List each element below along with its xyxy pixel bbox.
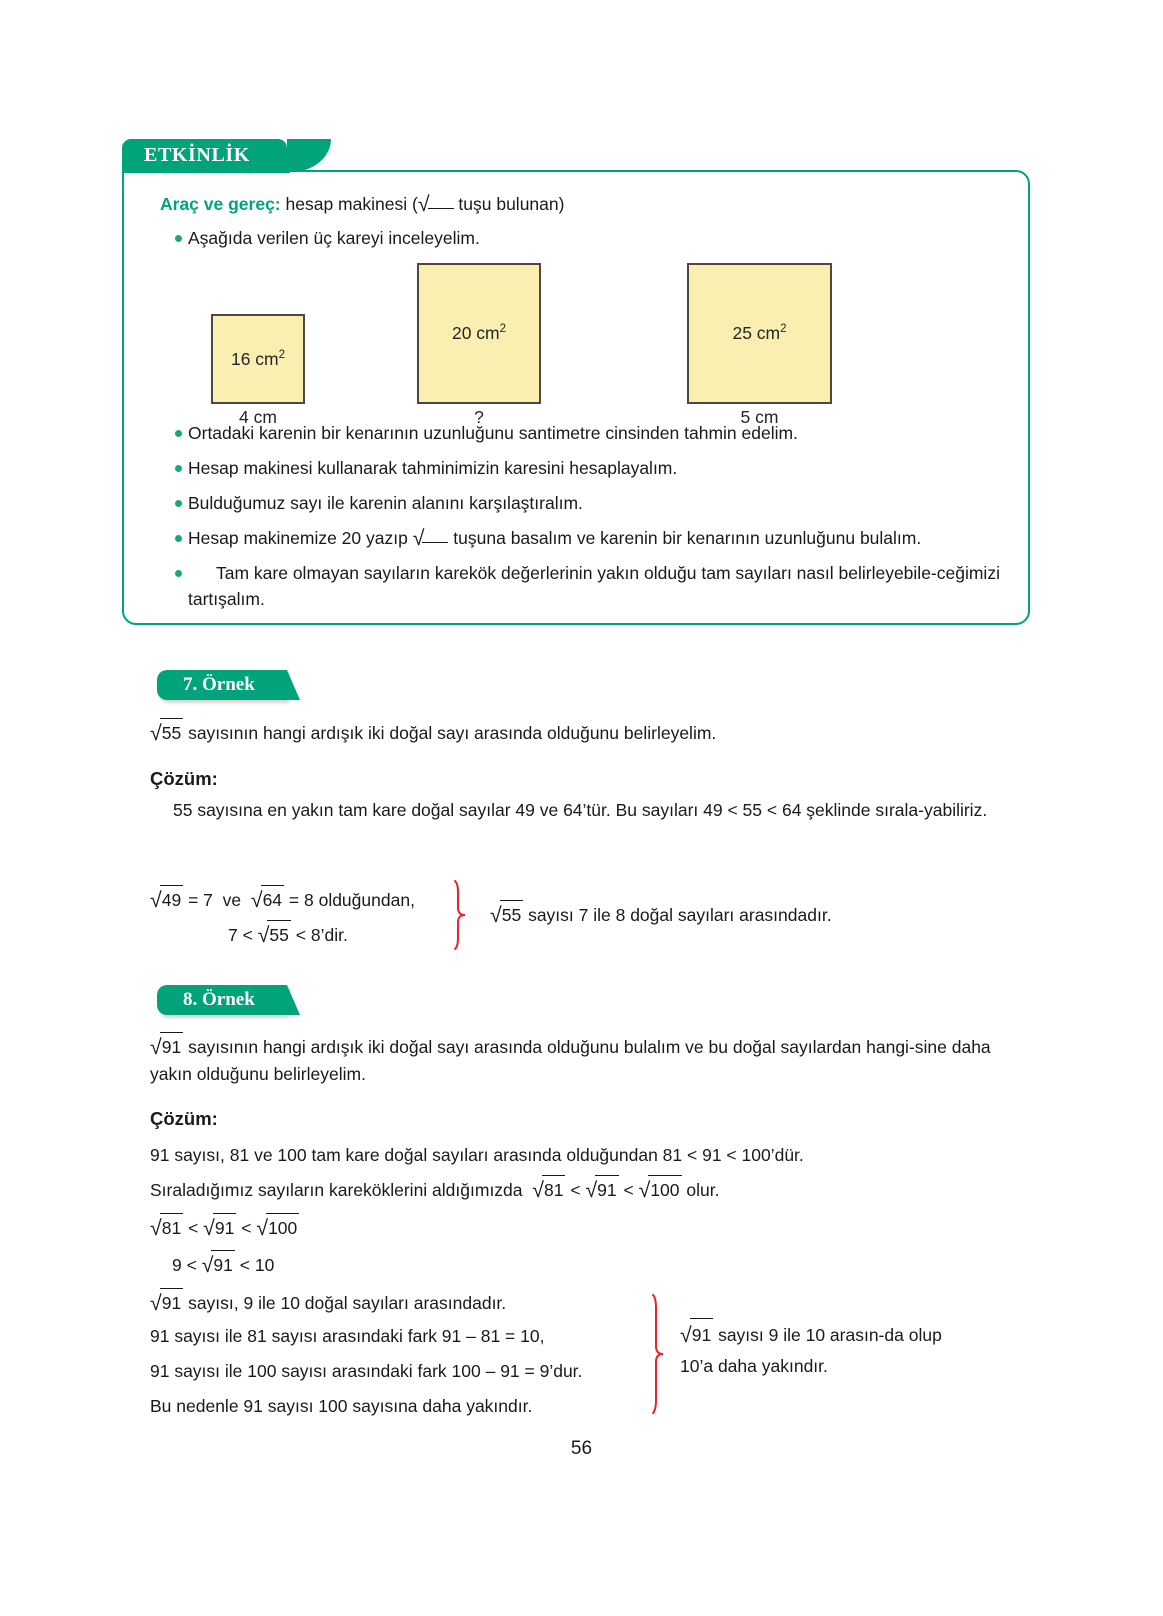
- example-tab-8: [157, 985, 287, 1015]
- exponent: 2: [278, 349, 286, 362]
- sqrt-tick: √: [250, 888, 263, 912]
- exponent: 2: [780, 323, 787, 336]
- sqrt-91: [202, 1250, 235, 1279]
- eq-conj: ve: [222, 890, 242, 910]
- sqrt-tick: √: [150, 1291, 162, 1315]
- square-20: [417, 263, 541, 404]
- sqrt-91: [150, 1288, 183, 1317]
- sqrt-radicand: 55: [267, 920, 290, 949]
- operator: <: [570, 1180, 581, 1200]
- example8-paragraph-2: [150, 1175, 1035, 1204]
- list-item: [138, 526, 1014, 552]
- sqrt-tick: √: [638, 1178, 651, 1202]
- example7-paragraph: 55 sayısına en yakın tam kare doğal sayılar 49 ve 64’tür. Bu sayıları 49 < 55 < 64 şeklinde sırala-yabiliriz.: [173, 800, 988, 820]
- example8-paragraph-1: 91 sayısı, 81 ve 100 tam kare doğal sayıları arasında olduğundan 81 < 91 < 100’dür.: [150, 1145, 804, 1165]
- bullet-dot-icon: [175, 570, 182, 577]
- brace-8: [645, 1294, 671, 1414]
- square-caption-1: 4 cm: [239, 407, 277, 428]
- example7-result: [490, 900, 1010, 929]
- sqrt-64: [251, 885, 284, 914]
- sqrt-tick: √: [201, 1253, 214, 1277]
- example8-line-a: [150, 1288, 506, 1317]
- sqrt-tick: √: [417, 192, 430, 216]
- bullet-text-after: tuşuna basalım ve karenin bir kenarının uzunluğunu bulalım.: [453, 528, 922, 549]
- tools-text-after: tuşu bulunan): [458, 194, 565, 214]
- statement-text: sayısının hangi ardışık iki doğal sayı arasında olduğunu belirleyelim.: [188, 723, 717, 743]
- sqrt-tick: √: [257, 923, 270, 947]
- tools-line: [160, 192, 1014, 217]
- squares-diagram: [138, 257, 1014, 428]
- activity-box: [122, 139, 1030, 625]
- sqrt-tick: √: [150, 1035, 162, 1059]
- sqrt-100: [639, 1175, 682, 1204]
- square-25: [687, 263, 832, 404]
- square-caption-3: 5 cm: [740, 407, 779, 428]
- list-item: [138, 491, 1014, 517]
- sqrt-radicand: 91: [160, 1032, 183, 1061]
- para2-tail: olur.: [686, 1180, 720, 1200]
- square-area-label: 16 $cm^2$: [230, 348, 286, 369]
- list-item: [138, 226, 1014, 252]
- bullet-text: Hesap makinesi kullanarak tahminimizin karesini hesaplayalım.: [188, 458, 678, 479]
- eq-part: = 7: [188, 890, 213, 910]
- bullet-dot-icon: [175, 500, 182, 507]
- square-16: [211, 314, 305, 404]
- bullet-text: Ortadaki karenin bir kenarının uzunluğunu santimetre cinsinden tahmin edelim.: [188, 423, 798, 444]
- activity-body: [122, 170, 1030, 625]
- statement-text: sayısının hangi ardışık iki doğal sayı arasında olduğunu bulalım ve bu doğal sayılardan hangi-sine daha yakın olduğunu belirleyelim.: [150, 1037, 991, 1085]
- bullet-text: Tam kare olmayan sayıların karekök değerlerinin yakın olduğu tam sayıları nasıl belirleyebile-ceğimizi tartışalım.: [188, 562, 1000, 609]
- sqrt-radicand: 100: [266, 1213, 299, 1242]
- sqrt-tick: √: [412, 526, 425, 551]
- sqrt-tick: √: [150, 888, 162, 912]
- example8-line-c: 91 sayısı ile 100 sayısı arasındaki fark 100 – 91 = 9’dur.: [150, 1361, 583, 1381]
- sqrt-radicand: 55: [160, 718, 183, 747]
- activity-tab-label: ETKİNLİK: [144, 144, 250, 166]
- bullet-text: Aşağıda verilen üç kareyi inceleyelim.: [188, 227, 480, 248]
- bullet-text-before: Hesap makinemize 20 yazıp: [188, 528, 408, 549]
- example8-statement: [150, 1032, 1035, 1088]
- sqrt-91: [680, 1318, 713, 1351]
- square-area-label: 20 $cm^2$: [451, 323, 507, 344]
- example8-inequality-1: [150, 1213, 299, 1242]
- example7-derivation-line2: [228, 920, 348, 949]
- sqrt-radicand: 91: [213, 1213, 236, 1242]
- sqrt-81: [150, 1213, 183, 1242]
- sqrt-icon: [413, 526, 449, 552]
- page-number: 56: [570, 1438, 593, 1459]
- sqrt-radicand: 55: [500, 900, 523, 929]
- bullet-dot-icon: [175, 535, 182, 542]
- example8-line-b: 91 sayısı ile 81 sayısı arasındaki fark 91 – 81 = 10,: [150, 1326, 545, 1346]
- tools-label: Araç ve gereç:: [160, 194, 281, 214]
- activity-tab: [122, 139, 287, 172]
- sqrt-91: [203, 1213, 236, 1242]
- sqrt-tick: √: [532, 1178, 544, 1202]
- sqrt-icon: [418, 192, 454, 217]
- square-area-label: 25 $cm^2$: [732, 323, 787, 344]
- list-item: [138, 456, 1014, 482]
- example-tab-7: [157, 670, 287, 700]
- sqrt-tick: √: [585, 1178, 598, 1202]
- ineq-left: 9 <: [172, 1255, 197, 1275]
- ineq-right: < 10: [239, 1255, 275, 1275]
- sqrt-55: [150, 718, 183, 747]
- result-text: sayısı 9 ile 10 arasın-da olup 10’a daha yakındır.: [680, 1325, 942, 1376]
- example8-line-d: Bu nedenle 91 sayısı 100 sayısına daha yakındır.: [150, 1396, 533, 1416]
- ineq-right: < 8’dir.: [295, 925, 348, 945]
- sqrt-radicand: 91: [160, 1288, 183, 1317]
- sqrt-bar: [428, 208, 454, 210]
- bullet-dot-icon: [175, 465, 182, 472]
- sqrt-49: [150, 885, 183, 914]
- bullet-text: Bulduğumuz sayı ile karenin alanını karşılaştıralım.: [188, 493, 583, 514]
- sqrt-radicand: 91: [690, 1318, 713, 1351]
- result-text: sayısı 7 ile 8 doğal sayıları arasındadır.: [528, 905, 832, 925]
- tools-text-before: hesap makinesi (: [285, 194, 418, 214]
- sqrt-radicand: 91: [211, 1250, 234, 1279]
- example8-solution-label: Çözüm:: [150, 1108, 218, 1129]
- sqrt-bar: [422, 542, 448, 544]
- bullet-dot-icon: [175, 235, 182, 242]
- bullet-dot-icon: [175, 430, 182, 437]
- exponent: 2: [499, 323, 507, 336]
- sqrt-tick: √: [680, 1323, 692, 1347]
- example8-inequality-2: [172, 1250, 274, 1279]
- example7-solution-label: Çözüm:: [150, 768, 218, 789]
- brace-icon: [446, 880, 474, 950]
- sqrt-tick: √: [150, 1216, 162, 1240]
- sqrt-radicand: 81: [542, 1175, 565, 1204]
- operator: <: [188, 1218, 199, 1238]
- example7-statement: [150, 718, 1030, 747]
- sqrt-radicand: 91: [595, 1175, 618, 1204]
- brace-icon: [645, 1294, 671, 1414]
- sqrt-91: [150, 1032, 183, 1061]
- eq-part: = 8 olduğundan,: [288, 890, 415, 910]
- list-item: [138, 561, 1014, 613]
- sqrt-tick: √: [203, 1216, 215, 1240]
- sqrt-tick: √: [256, 1216, 269, 1240]
- example7-derivation-line1: [150, 885, 415, 914]
- sqrt-55: [490, 900, 523, 929]
- sqrt-81: [532, 1175, 565, 1204]
- para2-text: Sıraladığımız sayıların kareköklerini aldığımızda: [150, 1180, 523, 1200]
- brace-7: [446, 880, 474, 950]
- ineq-left: 7 <: [228, 925, 253, 945]
- activity-bullets-bottom: [138, 421, 1014, 612]
- sqrt-55: [258, 920, 291, 949]
- square-caption-2: ?: [474, 407, 484, 428]
- example8-result: [680, 1318, 960, 1381]
- example-tab-label: 7. Örnek: [183, 674, 255, 695]
- operator: <: [623, 1180, 634, 1200]
- list-item: [138, 421, 1014, 447]
- sqrt-radicand: 49: [160, 885, 183, 914]
- sqrt-91: [585, 1175, 618, 1204]
- sqrt-tick: √: [490, 903, 502, 927]
- sqrt-radicand: 100: [648, 1175, 681, 1204]
- sqrt-radicand: 81: [160, 1213, 183, 1242]
- example-tab-label: 8. Örnek: [183, 989, 255, 1010]
- sqrt-radicand: 64: [261, 885, 284, 914]
- sqrt-100: [256, 1213, 299, 1242]
- activity-bullets-top: [138, 226, 1014, 252]
- operator: <: [241, 1218, 252, 1238]
- activity-tab-shoulder: [287, 139, 331, 172]
- line-text: sayısı, 9 ile 10 doğal sayıları arasındadır.: [188, 1293, 507, 1313]
- sqrt-tick: √: [150, 721, 162, 745]
